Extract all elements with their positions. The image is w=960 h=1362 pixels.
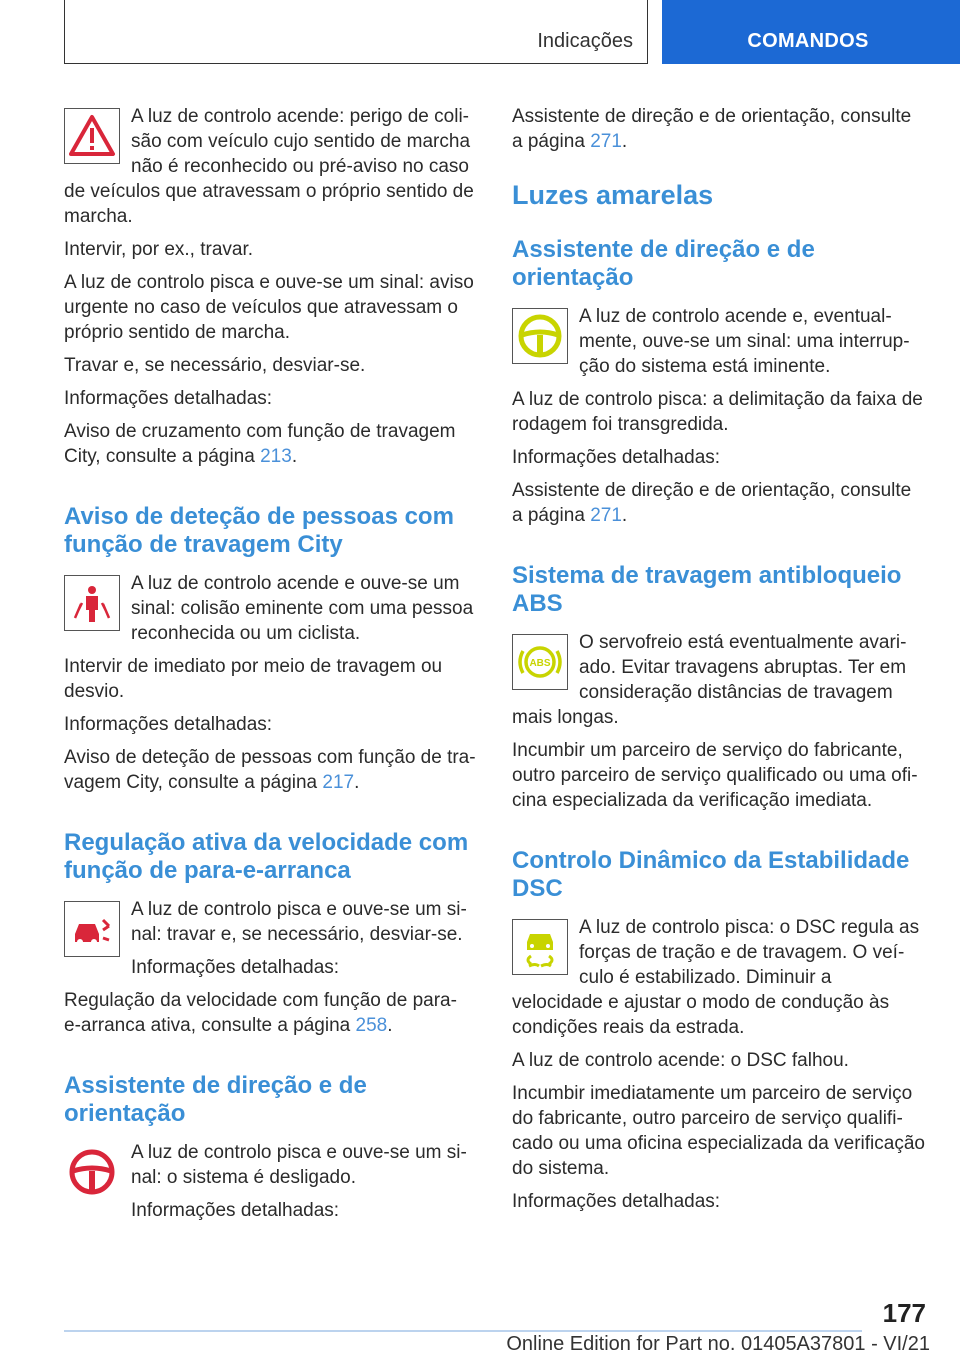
section-heading: Controlo Dinâmico da Estabilidade DSC [512, 847, 910, 902]
collision-warning-block [64, 104, 478, 477]
paragraph: Informações detalhadas: [512, 447, 721, 468]
paragraph: Assistente de direção e de orientação, consulte a página 271. [512, 106, 912, 152]
page-link[interactable]: 271 [590, 131, 622, 152]
active-cruise-block [64, 897, 478, 1046]
paragraph: Intervir, por ex., travar. [64, 239, 254, 260]
paragraph: A luz de controlo pisca e ouve-se um sinal: travar e, se necessário, desviar-se. [131, 899, 467, 945]
paragraph: Assistente de direção e de orientação, consulte a página 271. [512, 480, 912, 526]
paragraph: Regulação da velocidade com função de para-e-arranca ativa, consulte a página 258. [64, 990, 457, 1036]
paragraph: Intervir de imediato por meio de travagem ou desvio. [64, 656, 443, 702]
paragraph: Informações detalhadas: [131, 957, 340, 978]
paragraph: A luz de controlo pisca: o DSC regula as forças de tração e de travagem. O veículo é estabilizado. Diminuir a velocidade e ajustar o modo de condução às condições reais da estrada. [512, 917, 920, 1038]
abs-icon-label: ABS [529, 658, 551, 669]
paragraph: A luz de controlo pisca e ouve-se um sinal: o sistema é desligado. [131, 1142, 467, 1188]
paragraph: A luz de controlo acende e ouve-se um sinal: colisão eminente com uma pessoa reconhecida ou um ciclista. [131, 573, 474, 644]
paragraph: Travar e, se necessário, desviar-se. [64, 355, 366, 376]
steering-assistant-yellow-block [512, 304, 926, 536]
paragraph: O servofreio está eventualmente avariado. Evitar travagens abruptas. Ter em consideração distâncias de travagem mais longas. [512, 632, 907, 728]
paragraph: Informações detalhadas: [512, 1191, 721, 1212]
abs-icon [512, 634, 568, 690]
page-link[interactable]: 217 [322, 772, 355, 793]
paragraph: A luz de controlo acende: perigo de colisão com veículo cujo sentido de marcha não é reconhecido ou pré-aviso no caso de veículos que atravessam o próprio sentido de marcha. [64, 106, 474, 227]
paragraph: A luz de controlo pisca e ouve-se um sinal: aviso urgente no caso de veículos que atravessam o próprio sentido de marcha. [64, 272, 474, 343]
warning-triangle-icon [64, 108, 120, 164]
section-heading: Luzes amarelas [512, 180, 714, 210]
footer-edition: Online Edition for Part no. 01405A37801 - VI/21 [506, 1333, 930, 1355]
paragraph: A luz de controlo acende e, eventualmente, ouve-se um sinal: uma interrupção do sistema está iminente. [579, 306, 910, 377]
paragraph: Informações detalhadas: [64, 714, 273, 735]
paragraph: Incumbir imediatamente um parceiro de serviço do fabricante, outro parceiro de serviço qualificado ou uma oficina especializada da verificação do sistema. [512, 1083, 925, 1179]
header-section: Indicações [537, 30, 633, 52]
dsc-block [512, 915, 926, 1222]
car-collision-icon [64, 901, 120, 957]
page-link[interactable]: 258 [355, 1015, 388, 1036]
left-column [64, 104, 478, 1239]
page-link[interactable]: 271 [590, 505, 622, 526]
right-column [512, 104, 926, 1230]
paragraph: Informações detalhadas: [64, 388, 273, 409]
header-section-box [64, 0, 648, 64]
dsc-icon [512, 919, 568, 975]
paragraph: Aviso de cruzamento com função de travagem City, consulte a página 213. [64, 421, 456, 467]
steering-assistant-red-block [64, 1140, 478, 1231]
paragraph: Informações detalhadas: [131, 1200, 340, 1221]
paragraph: Aviso de deteção de pessoas com função de travagem City, consulte a página 217. [64, 747, 476, 793]
section-heading: Regulação ativa da velocidade com função de para-e-arranca [64, 829, 469, 884]
section-heading: Aviso de deteção de pessoas com função de travagem City [64, 503, 454, 558]
paragraph: Incumbir um parceiro de serviço do fabricante, outro parceiro de serviço qualificado ou uma oficina especializada da verificação imediata. [512, 740, 918, 811]
page-link[interactable]: 213 [260, 446, 292, 467]
paragraph: A luz de controlo acende: o DSC falhou. [512, 1050, 849, 1071]
header-chapter: COMANDOS [747, 30, 869, 52]
steering-wheel-icon [512, 308, 568, 364]
pedestrian-icon [64, 575, 120, 631]
paragraph: A luz de controlo pisca: a delimitação da faixa de rodagem foi transgredida. [512, 389, 923, 435]
footer-divider [64, 1330, 862, 1332]
section-heading: Assistente de direção e de orientação [64, 1072, 367, 1127]
steering-wheel-icon [64, 1144, 120, 1200]
header-chapter-tab[interactable] [662, 0, 960, 64]
section-heading: Sistema de travagem antibloqueio ABS [512, 562, 902, 617]
section-heading: Assistente de direção e de orientação [512, 236, 815, 291]
page-number: 177 [882, 1298, 926, 1328]
abs-block [512, 630, 926, 821]
pedestrian-warning-block [64, 571, 478, 803]
